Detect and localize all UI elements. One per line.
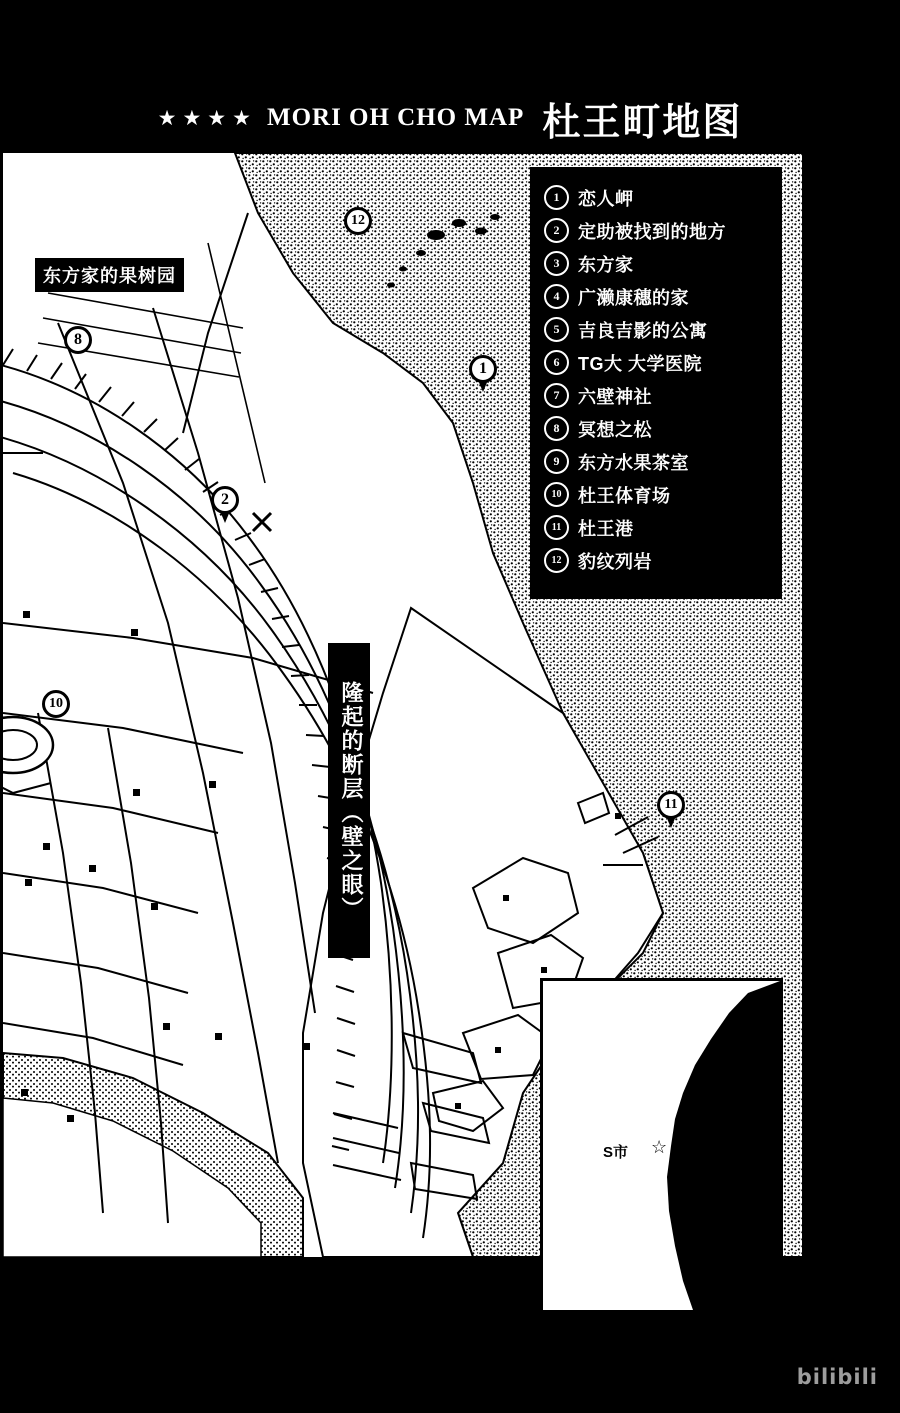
legend-item-10[interactable] [544,478,770,511]
legend-label: TG大 大学医院 [578,353,702,374]
map-marker-11[interactable]: 11 [657,791,685,819]
legend-label: 广濑康穗的家 [578,287,689,308]
legend-label: 冥想之松 [578,419,652,440]
legend-item-3[interactable] [544,247,770,280]
marker-pointer [666,816,676,828]
legend-number: 11 [544,515,569,540]
fault-label: 隆起的断层（壁之眼） [328,643,370,958]
title-chinese: 杜王町地图 [542,101,743,144]
inset-map [540,978,783,1313]
legend-number: 8 [544,416,569,441]
legend-label: 恋人岬 [578,188,634,209]
orchard-label: 东方家的果树园 [35,258,184,292]
map-marker-12[interactable]: 12 [344,207,372,235]
legend-number: 1 [544,185,569,210]
legend-number: 10 [544,482,569,507]
legend-item-9[interactable] [544,445,770,478]
inset-city-star: ☆ [651,1137,668,1157]
inset-ocean-label: 太平洋 [683,1192,729,1209]
legend-number: 4 [544,284,569,309]
legend-item-6[interactable] [544,346,770,379]
map-marker-2[interactable]: 2 [211,486,239,514]
legend-label: 六壁神社 [578,386,652,407]
bilibili-watermark: bilibili [796,1365,878,1389]
legend-item-11[interactable] [544,511,770,544]
legend-label: 东方水果茶室 [578,452,689,473]
legend-label: 东方家 [578,254,634,275]
legend-label: 豹纹列岩 [578,551,652,572]
legend-number: 12 [544,548,569,573]
star-decoration: ★★★★ [157,106,257,130]
legend-number: 9 [544,449,569,474]
marker-pointer [478,380,488,392]
marker-pointer [220,511,230,523]
inset-city-label: S市 [603,1144,629,1161]
legend-number: 5 [544,317,569,342]
legend-number: 7 [544,383,569,408]
legend-item-5[interactable] [544,313,770,346]
legend-label: 杜王港 [578,518,634,539]
map-marker-8[interactable]: 8 [64,326,92,354]
map-marker-1[interactable]: 1 [469,355,497,383]
legend-number: 2 [544,218,569,243]
legend-item-1[interactable] [544,181,770,214]
legend-item-7[interactable] [544,379,770,412]
legend-item-8[interactable] [544,412,770,445]
legend-number: 6 [544,350,569,375]
map-marker-10[interactable]: 10 [42,690,70,718]
legend-label: 吉良吉影的公寓 [578,320,708,341]
legend-number: 3 [544,251,569,276]
title-english: MORI OH CHO MAP [266,104,525,131]
legend-panel [530,167,782,599]
legend-item-2[interactable] [544,214,770,247]
legend-item-4[interactable] [544,280,770,313]
legend-label: 定助被找到的地方 [578,221,726,242]
page-title [0,88,900,148]
legend-item-12[interactable] [544,544,770,577]
legend-label: 杜王体育场 [578,485,671,506]
